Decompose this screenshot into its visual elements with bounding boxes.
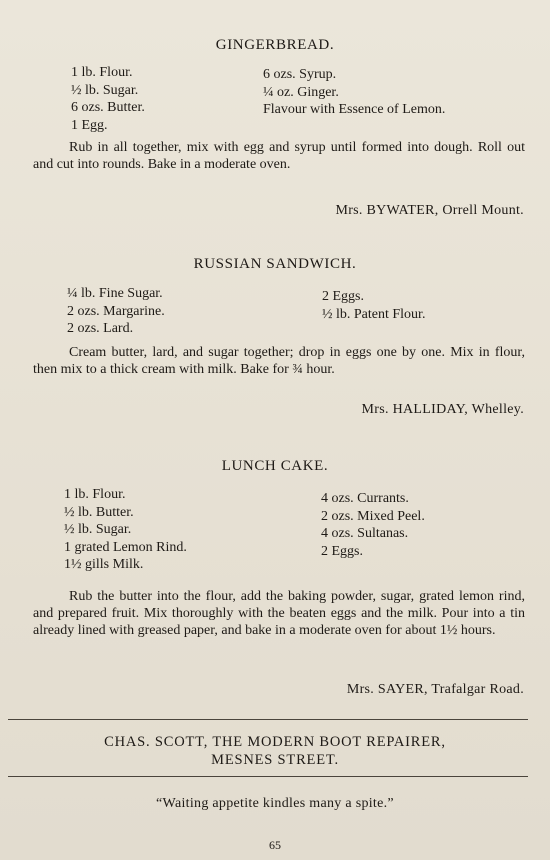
divider-rule-top — [8, 719, 528, 720]
ingredients-russian-sandwich-col1 — [67, 285, 165, 338]
page-number: 65 — [269, 838, 281, 852]
ingredient: 1 Egg. — [71, 117, 108, 133]
ingredient: ½ lb. Butter. — [64, 504, 134, 520]
recipe-title-lunch-cake: LUNCH CAKE. — [221, 458, 329, 474]
ingredient: 1 lb. Flour. — [71, 65, 133, 80]
ingredient: 1 grated Lemon Rind. — [64, 539, 187, 555]
attribution-russian-sandwich: Mrs. HALLIDAY, Whelley. — [361, 402, 524, 417]
ingredients-lunch-cake-col1 — [64, 486, 187, 574]
attribution-gingerbread: Mrs. BYWATER, Orrell Mount. — [335, 203, 524, 218]
divider-rule-bottom — [8, 776, 528, 777]
method-gingerbread: Rub in all together, mix with egg and syrup until formed into dough. Roll out and cut into rounds. Bake in a moderate oven. — [33, 140, 525, 172]
ingredient: 2 ozs. Lard. — [67, 321, 134, 336]
ingredient: 1½ gills Milk. — [64, 557, 144, 572]
attribution-lunch-cake: Mrs. SAYER, Trafalgar Road. — [346, 682, 524, 697]
ingredients-gingerbread-col2 — [263, 66, 445, 119]
proverb-quote: “Waiting appetite kindles many a spite.” — [156, 796, 394, 811]
ingredient: 2 Eggs. — [321, 543, 363, 559]
ingredient: 4 ozs. Currants. — [321, 491, 409, 506]
ingredient: 6 ozs. Syrup. — [263, 67, 337, 82]
method-lunch-cake: Rub the butter into the flour, add the baking powder, sugar, grated lemon rind, and prepared fruit. Mix thoroughly with the beaten eggs and the milk. Pour into a tin already lined with greased paper, and bake in a moderate oven for about 1½ hours. — [33, 589, 525, 638]
ingredient: 2 Eggs. — [322, 289, 364, 304]
ingredients-lunch-cake-col2 — [321, 490, 425, 560]
ingredient: ½ lb. Sugar. — [71, 82, 139, 98]
ingredient: 6 ozs. Butter. — [71, 100, 145, 115]
ingredient: ¼ lb. Fine Sugar. — [67, 286, 163, 301]
ingredient: 4 ozs. Sultanas. — [321, 526, 409, 541]
ingredient: ¼ oz. Ginger. — [263, 84, 339, 100]
advert-boot-repairer — [0, 733, 550, 769]
advert-line-2: MESNES STREET. — [211, 752, 339, 768]
ingredient: 2 ozs. Margarine. — [67, 303, 165, 319]
ingredient: 1 lb. Flour. — [64, 487, 126, 502]
ingredients-gingerbread-col1 — [71, 64, 145, 134]
ingredient: 2 ozs. Mixed Peel. — [321, 508, 425, 524]
advert-line-1: CHAS. SCOTT, THE MODERN BOOT REPAIRER, — [104, 734, 446, 750]
ingredient: ½ lb. Patent Flour. — [322, 306, 426, 322]
recipe-title-russian-sandwich: RUSSIAN SANDWICH. — [193, 256, 357, 272]
method-russian-sandwich: Cream butter, lard, and sugar together; drop in eggs one by one. Mix in flour, then mix to a thick cream with milk. Bake for ¾ hour. — [33, 345, 525, 377]
recipe-title-gingerbread: GINGERBREAD. — [215, 37, 335, 53]
ingredient: Flavour with Essence of Lemon. — [263, 102, 446, 117]
ingredient: ½ lb. Sugar. — [64, 522, 132, 537]
ingredients-russian-sandwich-col2 — [322, 288, 425, 323]
